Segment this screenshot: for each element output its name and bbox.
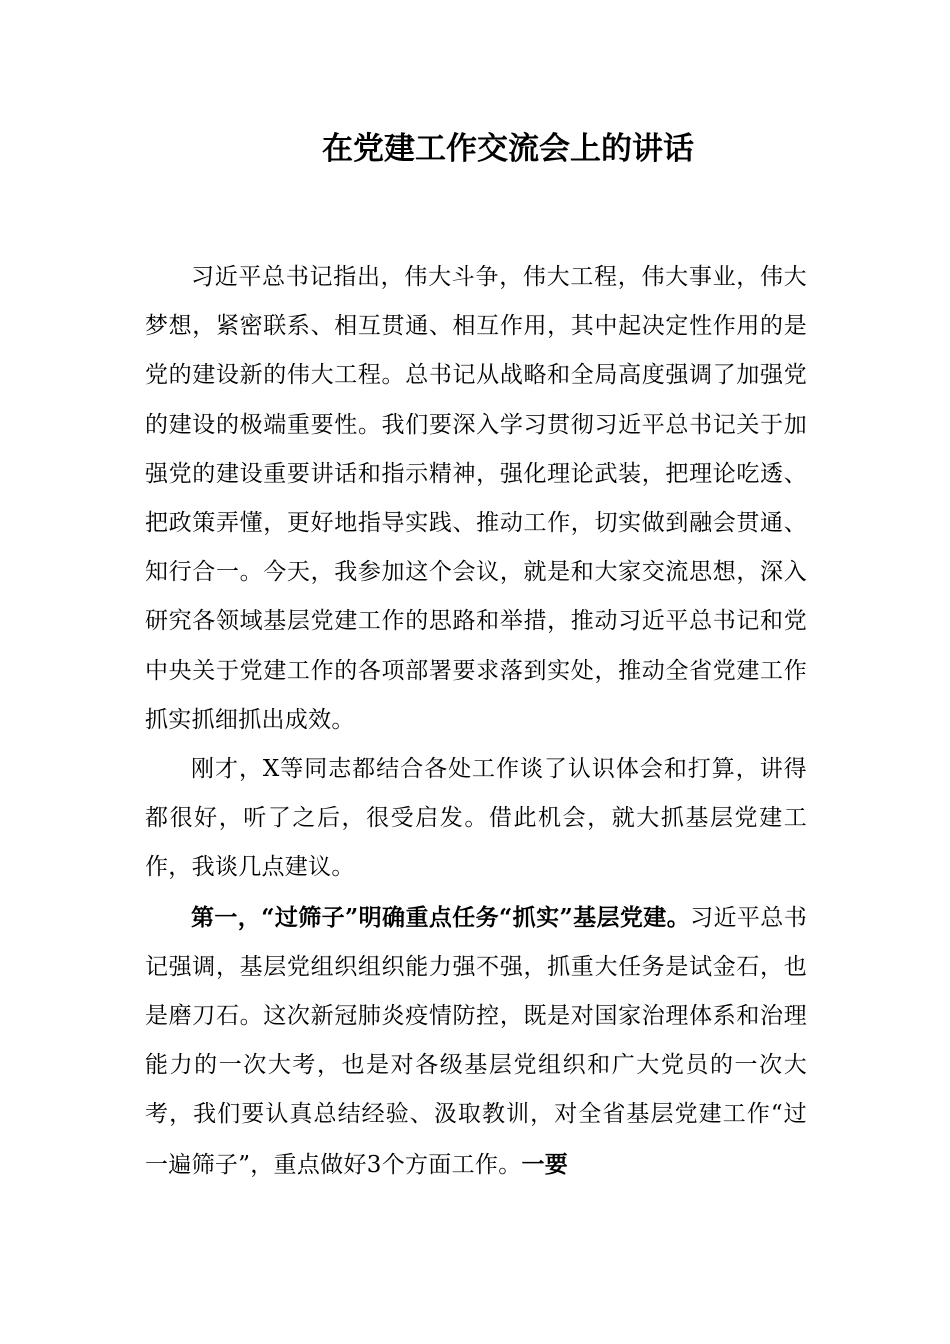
- paragraph-text: 刚才，X等同志都结合各处工作谈了认识体会和打算，讲得都很好，听了之后，很受启发。借此机会，就大抓基层党建工作，我谈几点建议。: [145, 756, 807, 881]
- bold-lead-in: 一要: [521, 1150, 569, 1178]
- paragraph-intro: [145, 253, 807, 745]
- paragraph-first-point: [145, 893, 807, 1190]
- paragraph-text: 习近平总书记强调，基层党组织组织能力强不强，抓重大任务是试金石，也是磨刀石。这次新冠肺炎疫情防控，既是对国家治理体系和治理能力的一次大考，也是对各级基层党组织和广大党员的一次大考，我们要认真总结经验、汲取教训，对全省基层党建工作“过一遍筛子”，重点做好3个方面工作。: [145, 904, 807, 1178]
- document-title: 在党建工作交流会上的讲话: [322, 131, 694, 167]
- section-heading-first: 第一，“过筛子”明确重点任务“抓实”基层党建。: [191, 903, 691, 931]
- paragraph-text: 习近平总书记指出，伟大斗争，伟大工程，伟大事业，伟大梦想，紧密联系、相互贯通、相互作用，其中起决定性作用的是党的建设新的伟大工程。总书记从战略和全局高度强调了加强党的建设的极端重要性。我们要深入学习贯彻习近平总书记关于加强党的建设重要讲话和指示精神，强化理论武装，把理论吃透、把政策弄懂，更好地指导实践、推动工作，切实做到融会贯通、知行合一。今天，我参加这个会议，就是和大家交流思想，深入研究各领域基层党建工作的思路和举措，推动习近平总书记和党中央关于党建工作的各项部署要求落到实处，推动全省党建工作抓实抓细抓出成效。: [145, 264, 807, 733]
- document-body: [145, 253, 807, 1190]
- paragraph-response: [145, 745, 807, 893]
